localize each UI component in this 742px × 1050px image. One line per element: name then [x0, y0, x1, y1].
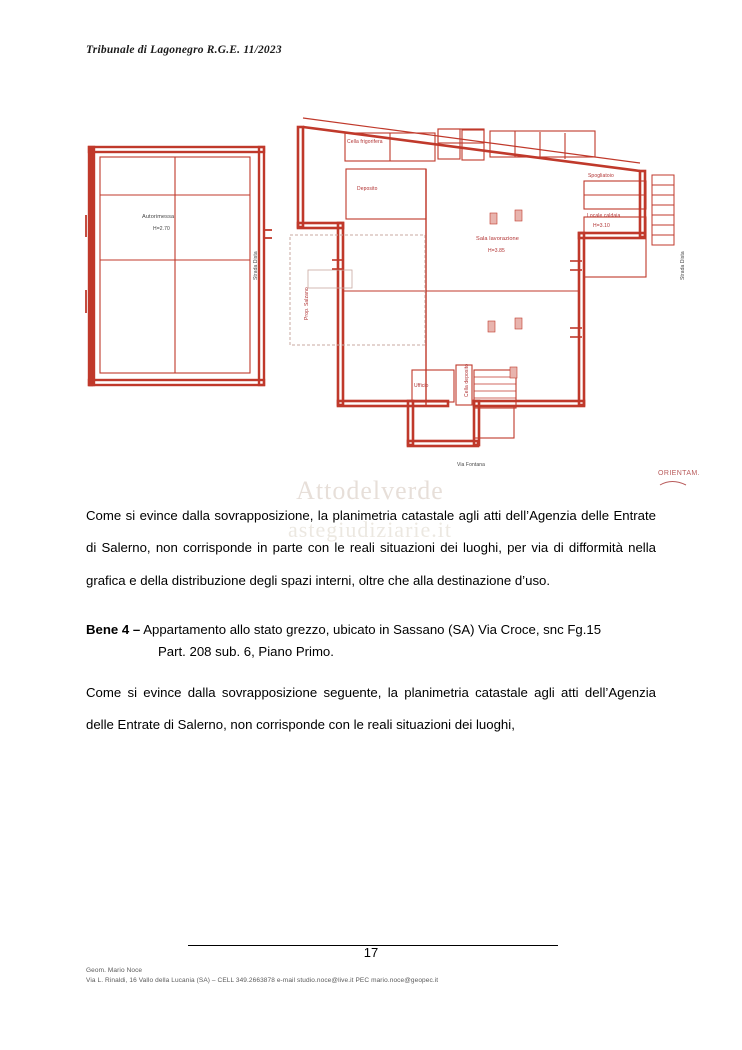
document-body — [86, 500, 656, 749]
plan-label-sala-lavorazione: Sala lavorazione — [476, 236, 519, 242]
header-court-reference: Tribunale di Lagonegro R.G.E. 11/2023 — [86, 44, 282, 56]
footer-author-name: Geom. Mario Noce — [86, 967, 143, 974]
floor-plan-svg — [60, 85, 700, 495]
footer-contact-info — [86, 966, 438, 986]
paragraph-sovrapposizione-1: Come si evince dalla sovrapposizione, la planimetria catastale agli atti dell’Agenzia delle Entrate di Salerno, non corrisponde in parte con le reali situazioni dei luoghi, per via di difformità nella grafica e della distribuzione degli spazi interni, oltre che alla destinazione d’uso. — [86, 508, 656, 588]
plan-label-cella-deposito: Cella deposito — [464, 363, 470, 397]
plan-label-cella-frigorifera: Cella frigorifera — [347, 139, 383, 145]
plan-label-locale-caldaia: Locale caldaia — [587, 213, 621, 219]
bene-4-description-line-1: Appartamento allo stato grezzo, ubicato in Sassano (SA) Via Croce, snc Fg.15 — [143, 622, 602, 638]
plan-label-autorimessa: Autorimessa — [142, 214, 175, 220]
footer-author-contacts: Via L. Rinaldi, 16 Vallo della Lucania (SA) – CELL 349.2663878 e-mail studio.noce@live.it PEC mario.noce@geopec.it — [86, 976, 439, 984]
plan-label-autorimessa-height: H=2.70 — [153, 226, 170, 232]
page-number: 17 — [363, 945, 379, 960]
paragraph-sovrapposizione-2: Come si evince dalla sovrapposizione seguente, la planimetria catastale agli atti dell’Agenzia delle Entrate di Salerno, non corrisponde con le reali situazioni dei luoghi, — [86, 684, 656, 732]
plan-label-strada-dista-right: Strada Dista — [680, 251, 686, 280]
plan-label-strada-dista-left: Strada Dista — [253, 251, 259, 280]
bene-4-label: Bene 4 – — [86, 622, 141, 638]
plan-label-ufficio: Ufficio — [414, 383, 429, 389]
bene-4-block — [86, 619, 656, 663]
bene-4-description-line-2: Part. 208 sub. 6, Piano Primo. — [158, 643, 334, 659]
plan-label-sala-lavorazione-height: H=3.85 — [488, 248, 505, 254]
plan-label-deposito: Deposito — [357, 186, 378, 192]
plan-label-locale-caldaia-height: H=3.10 — [593, 223, 610, 229]
floor-plan-drawing — [60, 85, 700, 495]
watermark-line-1: Attodelverde — [296, 476, 444, 505]
watermark-line-2: astegiudiziarie.it — [288, 516, 452, 542]
plan-orientation-label: ORIENTAM. — [658, 470, 700, 477]
plan-label-spogliatoio: Spogliatoio — [588, 173, 614, 179]
plan-label-via-fontana: Via Fontana — [457, 462, 485, 468]
plan-label-prop-salzano: Prop. Salzano — [304, 287, 310, 320]
